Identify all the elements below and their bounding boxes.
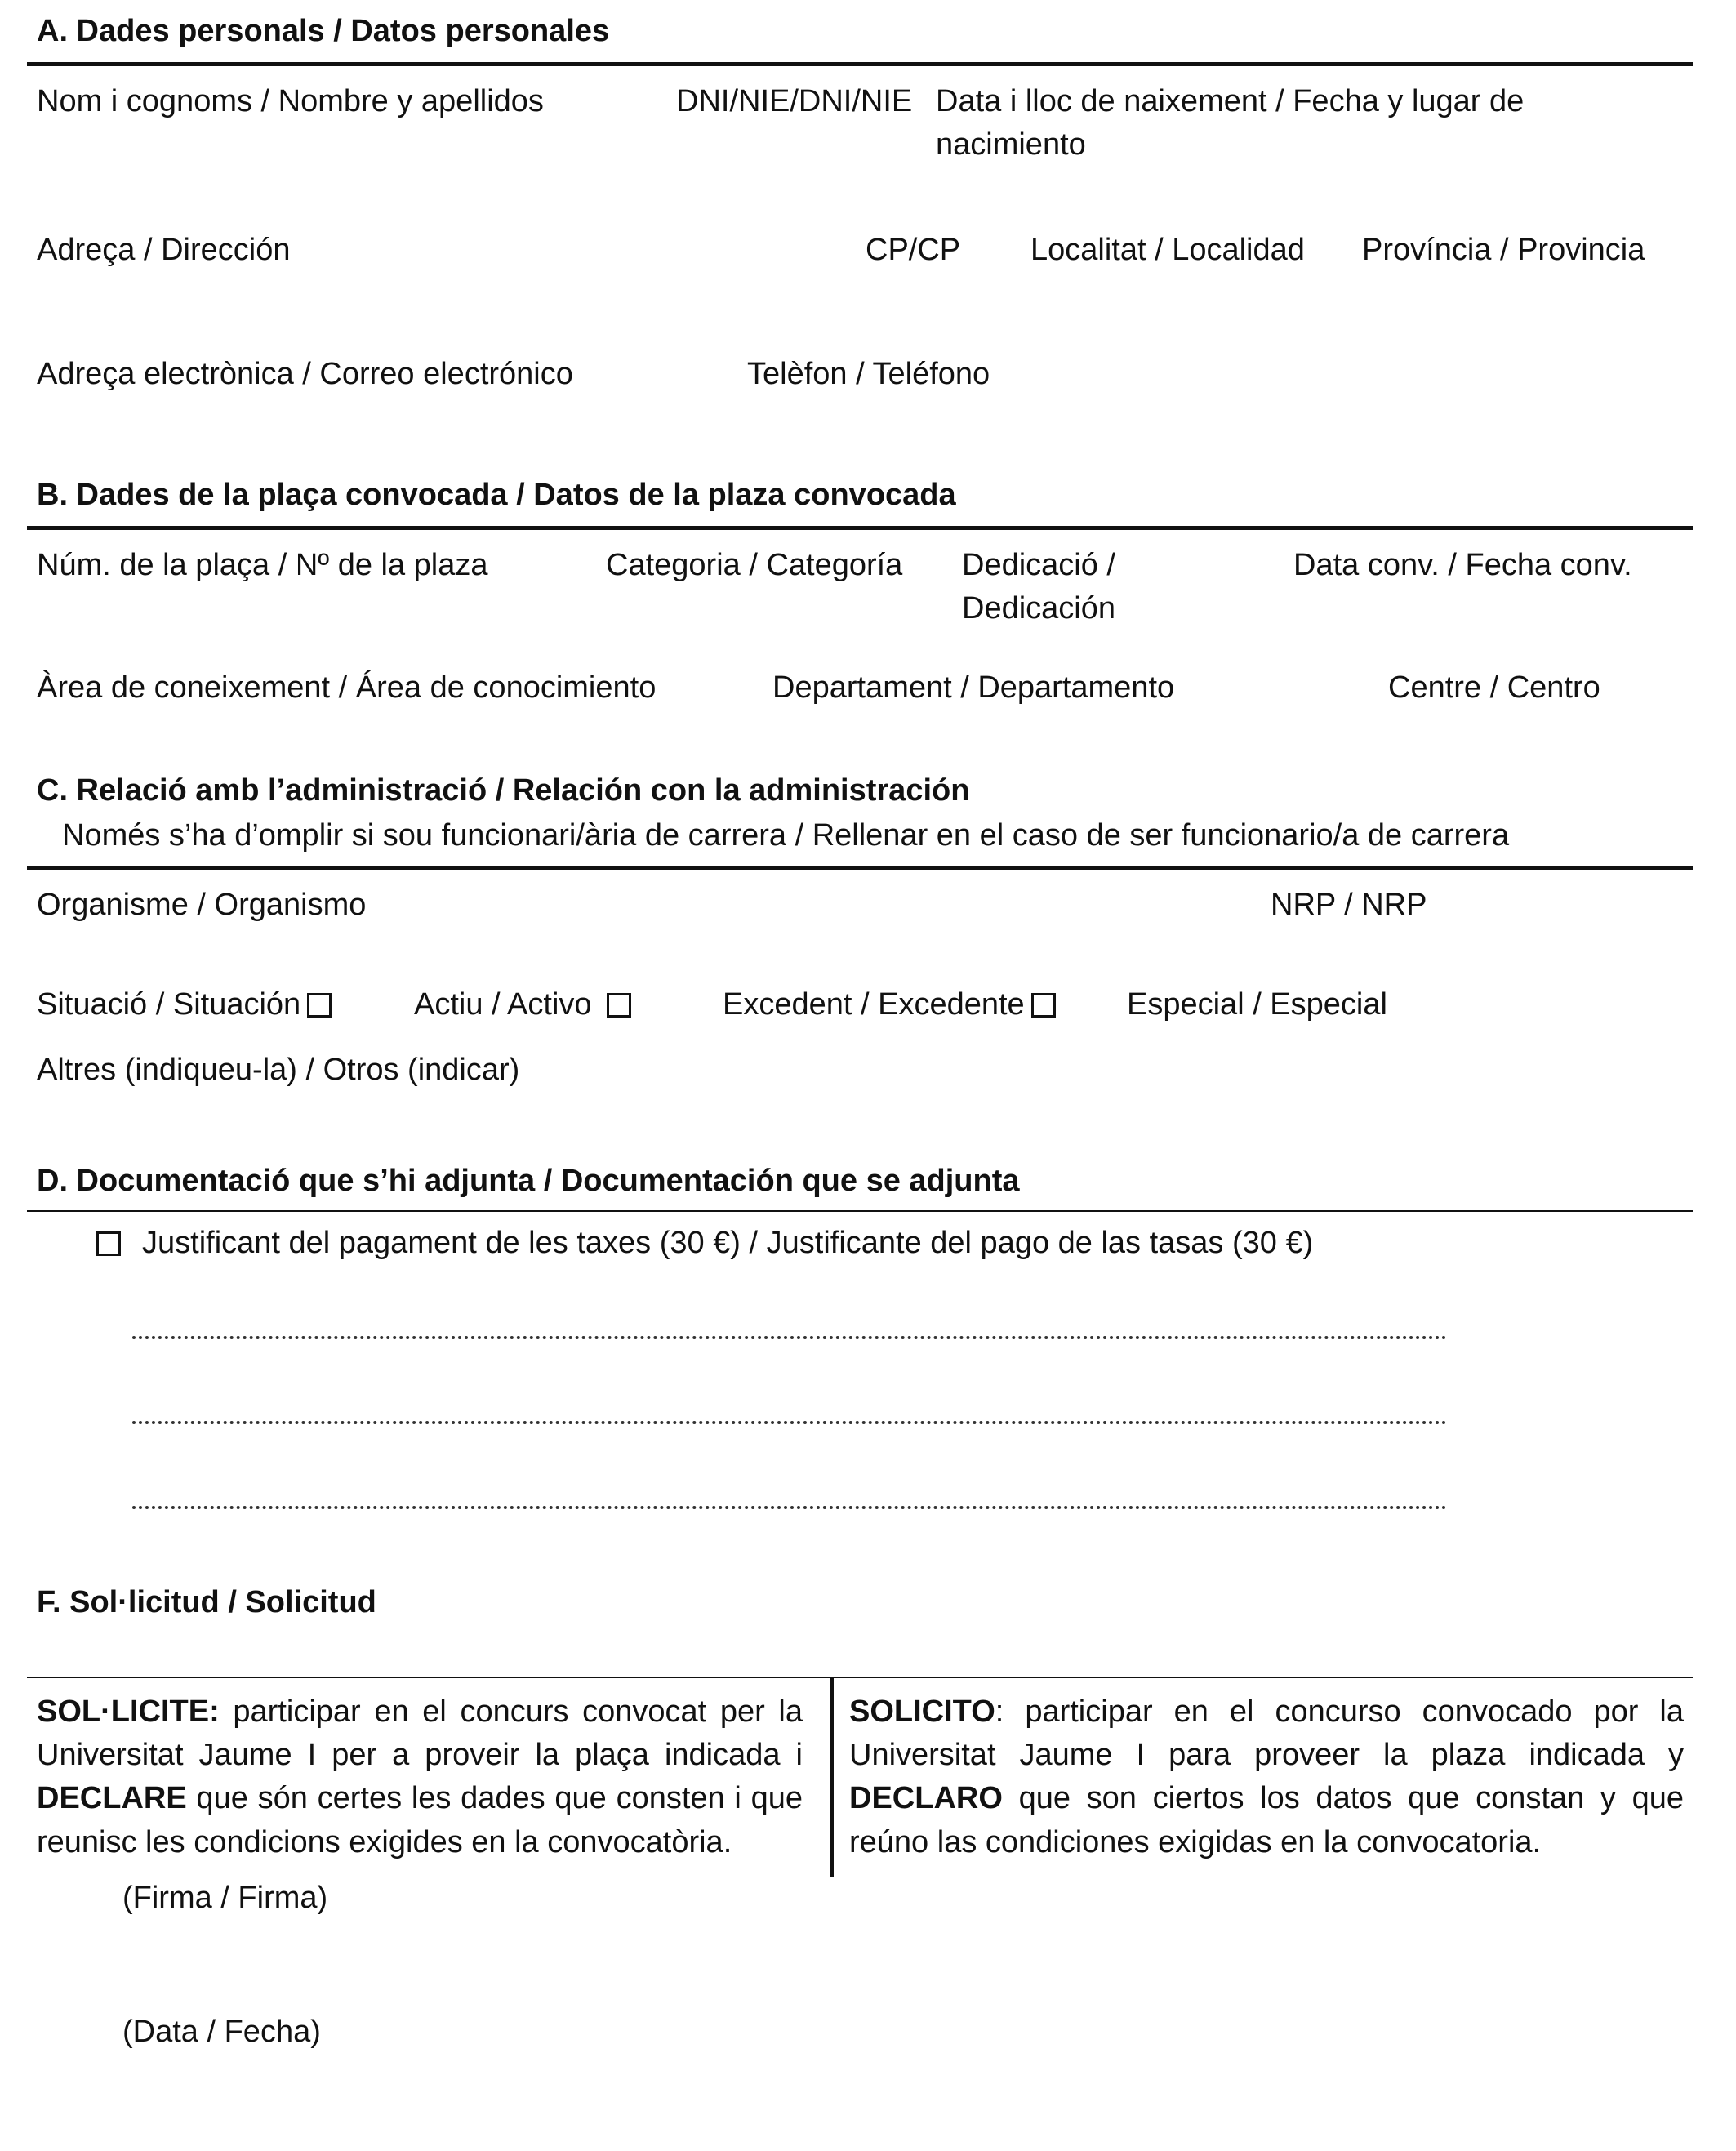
request-text-es xyxy=(849,1690,1684,1864)
section-c-note: Només s’ha d’omplir si sou funcionari/ària de carrera / Rellenar en el caso de ser funcionario/a de carrera xyxy=(62,818,1510,853)
situation-option xyxy=(37,983,332,1027)
request-ca-declare: DECLARE xyxy=(37,1781,187,1816)
dni-label: DNI/NIE/DNI/NIE xyxy=(676,84,913,118)
area-label: Àrea de coneixement / Área de conocimiento xyxy=(37,670,657,705)
situation-label: Situació / Situación xyxy=(37,987,301,1022)
department-label: Departament / Departamento xyxy=(772,670,1175,705)
address-label: Adreça / Dirección xyxy=(37,233,291,267)
request-es-mid: : participar en el concurso convocado por la Universitat Jaume I para proveer la plaza indicada y xyxy=(849,1695,1684,1773)
section-f-divider xyxy=(830,1677,834,1877)
active-label: Actiu / Activo xyxy=(414,987,592,1022)
email-label: Adreça electrònica / Correo electrónico xyxy=(37,357,573,391)
centre-label: Centre / Centro xyxy=(1388,670,1600,705)
request-text-ca xyxy=(37,1690,803,1864)
request-ca-lead: SOL·LICITE: xyxy=(37,1695,220,1729)
doc-line-2[interactable] xyxy=(132,1421,1447,1424)
request-ca-mid: participar en el concurs convocat per la Universitat Jaume I per a proveir la plaça indicada i xyxy=(37,1695,803,1773)
locality-label: Localitat / Localidad xyxy=(1030,233,1305,267)
place-number-label: Núm. de la plaça / Nº de la plaza xyxy=(37,548,488,582)
active-option xyxy=(414,983,631,1027)
fees-checkbox[interactable] xyxy=(96,1231,121,1256)
excedent-option xyxy=(723,983,1056,1027)
excedent-checkbox[interactable] xyxy=(1031,993,1056,1018)
organism-label: Organisme / Organismo xyxy=(37,888,367,922)
cp-label: CP/CP xyxy=(866,233,961,267)
dedication-label: Dedicació / Dedicación xyxy=(962,548,1115,626)
special-label: Especial / Especial xyxy=(1127,987,1387,1022)
situation-checkbox[interactable] xyxy=(307,993,332,1018)
others-label: Altres (indiqueu-la) / Otros (indicar) xyxy=(37,1053,520,1087)
doc-line-1[interactable] xyxy=(132,1336,1447,1339)
category-label: Categoria / Categoría xyxy=(606,548,903,582)
nrp-label: NRP / NRP xyxy=(1271,888,1427,922)
date-label: (Data / Fecha) xyxy=(122,2015,321,2049)
section-c-title: C. Relació amb l’administració / Relación con la administración xyxy=(37,773,970,808)
phone-label: Telèfon / Teléfono xyxy=(747,357,990,391)
date-conv-label: Data conv. / Fecha conv. xyxy=(1293,548,1632,582)
request-es-tail: que son ciertos los datos que constan y que reúno las condiciones exigidas en la convocatoria. xyxy=(849,1781,1684,1859)
section-a-rule xyxy=(27,62,1693,66)
birth-label: Data i lloc de naixement / Fecha y lugar de nacimiento xyxy=(936,84,1525,163)
doc-line-3[interactable] xyxy=(132,1506,1447,1509)
fees-label: Justificant del pagament de les taxes (30 €) / Justificante del pago de las tasas (30 €) xyxy=(142,1226,1314,1260)
section-c-rule xyxy=(27,866,1693,870)
name-label: Nom i cognoms / Nombre y apellidos xyxy=(37,84,544,118)
section-f-title: F. Sol·licitud / Solicitud xyxy=(37,1585,376,1619)
section-a-title: A. Dades personals / Datos personales xyxy=(37,14,610,48)
request-es-lead: SOLICITO xyxy=(849,1695,995,1729)
request-es-declare: DECLARO xyxy=(849,1781,1003,1816)
section-d-title: D. Documentació que s’hi adjunta / Documentación que se adjunta xyxy=(37,1164,1020,1198)
section-b-rule xyxy=(27,526,1693,530)
active-checkbox[interactable] xyxy=(607,993,631,1018)
fees-item xyxy=(96,1222,1313,1265)
excedent-label: Excedent / Excedente xyxy=(723,987,1025,1022)
section-d-rule xyxy=(27,1210,1693,1212)
province-label: Província / Provincia xyxy=(1362,233,1645,267)
section-b-title: B. Dades de la plaça convocada / Datos de la plaza convocada xyxy=(37,478,956,512)
signature-label: (Firma / Firma) xyxy=(122,1881,328,1915)
section-f-rule xyxy=(27,1677,1693,1678)
request-ca-tail: que són certes les dades que consten i que reunisc les condicions exigides en la convocatòria. xyxy=(37,1781,803,1859)
